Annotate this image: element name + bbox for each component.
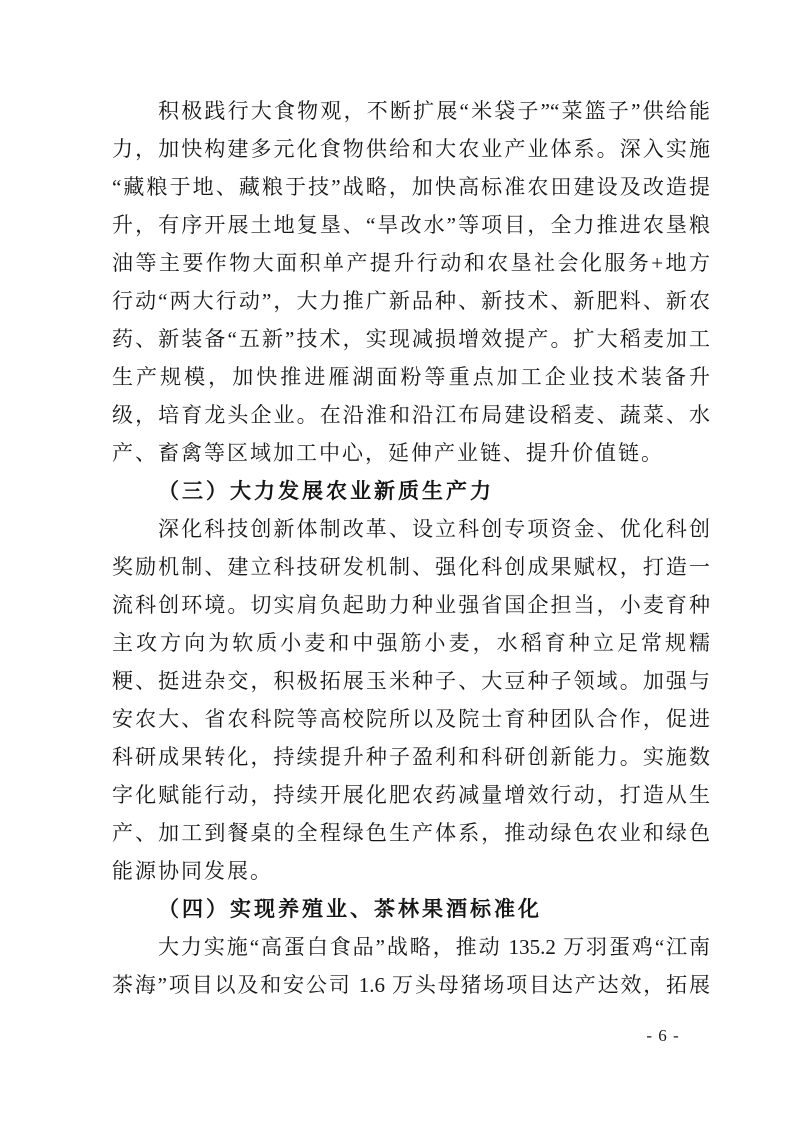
text-line: 药、新装备“五新”技术，实现减损增效提产。扩大稻麦加工 <box>112 327 710 351</box>
text-line: 大力实施“高蛋白食品”战略，推动 135.2 万羽蛋鸡“江南 <box>158 935 710 959</box>
text-line: 升，有序开展土地复垦、“旱改水”等项目，全力推进农垦粮 <box>112 213 710 237</box>
text-line: 产、加工到餐桌的全程绿色生产体系，推动绿色农业和绿色 <box>112 821 710 845</box>
section-heading: （四）实现养殖业、茶林果酒标准化 <box>158 897 542 921</box>
text-line: 字化赋能行动，持续开展化肥农药减量增效行动，打造从生 <box>112 783 710 807</box>
text-line: 粳、挺进杂交，积极拓展玉米种子、大豆种子领域。加强与 <box>112 669 710 693</box>
text-line: “藏粮于地、藏粮于技”战略，加快高标准农田建设及改造提 <box>112 175 710 199</box>
text-line: 行动“两大行动”，大力推广新品种、新技术、新肥料、新农 <box>112 289 710 313</box>
text-line: 主攻方向为软质小麦和中强筋小麦，水稻育种立足常规糯 <box>112 631 710 655</box>
text-line: 安农大、省农科院等高校院所以及院士育种团队合作，促进 <box>112 707 710 731</box>
text-line: 生产规模，加快推进雁湖面粉等重点加工企业技术装备升 <box>112 365 710 389</box>
text-line: 积极践行大食物观，不断扩展“米袋子”“菜篮子”供给能 <box>158 99 710 123</box>
text-line: 油等主要作物大面积单产提升行动和农垦社会化服务+地方 <box>112 251 710 275</box>
section-heading: （三）大力发展农业新质生产力 <box>158 479 494 503</box>
text-line: 流科创环境。切实肩负起助力种业强省国企担当，小麦育种 <box>112 593 710 617</box>
text-line: 产、畜禽等区域加工中心，延伸产业链、提升价值链。 <box>112 441 664 465</box>
text-line: 奖励机制、建立科技研发机制、强化科创成果赋权，打造一 <box>112 555 710 579</box>
text-line: 科研成果转化，持续提升种子盈利和科研创新能力。实施数 <box>112 745 710 769</box>
text-line: 茶海”项目以及和安公司 1.6 万头母猪场项目达产达效，拓展 <box>112 973 710 997</box>
text-line: 能源协同发展。 <box>112 859 273 883</box>
text-line: 力，加快构建多元化食物供给和大农业产业体系。深入实施 <box>112 137 710 161</box>
page-number: - 6 - <box>646 1026 680 1045</box>
text-line: 深化科技创新体制改革、设立科创专项资金、优化科创 <box>158 517 710 541</box>
text-line: 级，培育龙头企业。在沿淮和沿江布局建设稻麦、蔬菜、水 <box>112 403 710 427</box>
document-body <box>112 92 710 1004</box>
